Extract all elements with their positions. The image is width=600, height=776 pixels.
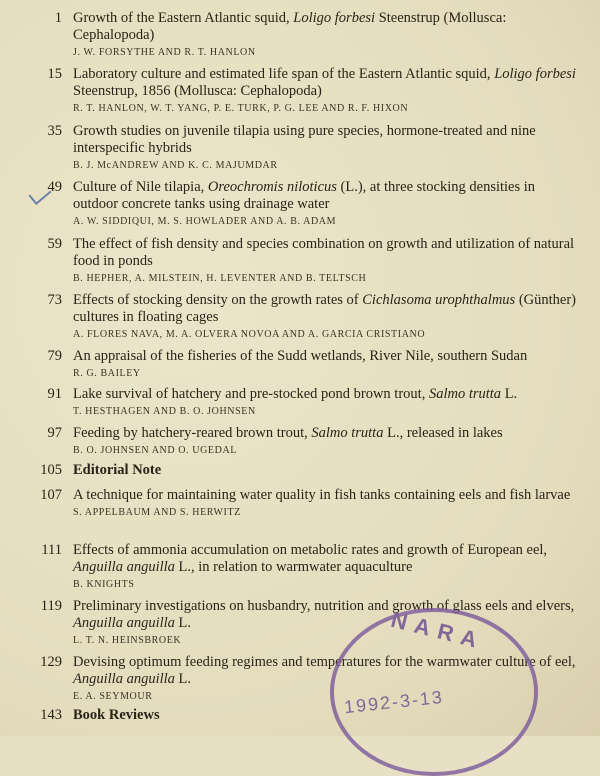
article-authors: B. O. JOHNSEN AND O. UGEDAL — [73, 445, 237, 456]
article-authors: T. HESTHAGEN AND B. O. JOHNSEN — [73, 406, 256, 417]
article-title: Effects of stocking density on the growth rates of Cichlasoma urophthalmus (Günther) cultures in floating cages — [73, 292, 576, 325]
page-number: 79 — [47, 348, 62, 364]
page-number: 111 — [41, 542, 62, 558]
article-authors: B. J. McANDREW AND K. C. MAJUMDAR — [73, 160, 278, 171]
article-title: Growth of the Eastern Atlantic squid, Loligo forbesi Steenstrup (Mollusca: Cephalopoda) — [73, 10, 507, 43]
page-number: 35 — [47, 123, 62, 139]
page-number: 15 — [47, 66, 62, 82]
book-reviews-title: Book Reviews — [73, 707, 160, 723]
article-authors: J. W. FORSYTHE AND R. T. HANLON — [73, 47, 256, 58]
page-number: 73 — [47, 292, 62, 308]
library-stamp — [330, 608, 538, 776]
article-title: Culture of Nile tilapia, Oreochromis niloticus (L.), at three stocking densities in outdoor concrete tanks using drainage water — [73, 179, 536, 212]
article-title: An appraisal of the fisheries of the Sudd wetlands, River Nile, southern Sudan — [73, 348, 528, 364]
article-authors: S. APPELBAUM AND S. HERWITZ — [73, 507, 241, 518]
article-authors: E. A. SEYMOUR — [73, 691, 153, 702]
page-number: 49 — [47, 179, 62, 195]
page-number: 97 — [47, 425, 62, 441]
editorial-note-title: Editorial Note — [73, 462, 162, 478]
article-title: Lake survival of hatchery and pre-stocked pond brown trout, Salmo trutta L. — [73, 386, 518, 402]
page-number: 129 — [40, 654, 62, 670]
page-number: 91 — [47, 386, 62, 402]
page-number: 59 — [47, 236, 62, 252]
article-title: Growth studies on juvenile tilapia using pure species, hormone-treated and nine interspecific hybrids — [73, 123, 536, 156]
stamp-date: 1992-3-13 — [343, 686, 445, 718]
article-title: Laboratory culture and estimated life span of the Eastern Atlantic squid, Loligo forbesi Steenstrup, 1856 (Mollusca: Cephalopoda) — [73, 66, 576, 99]
article-title: Devising optimum feeding regimes and temperatures for the warmwater culture of eel, Anguilla anguilla L. — [73, 654, 576, 687]
article-title: Preliminary investigations on husbandry, nutrition and growth of glass eels and elvers, Anguilla anguilla L. — [73, 598, 575, 631]
page-number: 119 — [40, 598, 62, 614]
article-authors: A. FLORES NAVA, M. A. OLVERA NOVOA AND A. GARCIA CRISTIANO — [73, 329, 426, 340]
article-title: A technique for maintaining water quality in fish tanks containing eels and fish larvae — [73, 487, 571, 503]
article-authors: B. HEPHER, A. MILSTEIN, H. LEVENTER AND B. TELTSCH — [73, 273, 367, 284]
article-authors: A. W. SIDDIQUI, M. S. HOWLADER AND A. B. ADAM — [73, 216, 337, 227]
article-title: Feeding by hatchery-reared brown trout, Salmo trutta L., released in lakes — [73, 425, 503, 441]
article-authors: R. G. BAILEY — [73, 368, 141, 379]
page-number: 1 — [54, 10, 62, 26]
stamp-letters: NARA — [388, 606, 488, 655]
article-authors: R. T. HANLON, W. T. YANG, P. E. TURK, P. G. LEE AND R. F. HIXON — [73, 103, 409, 114]
article-title: The effect of fish density and species combination on growth and utilization of natural food in ponds — [73, 236, 575, 269]
article-authors: L. T. N. HEINSBROEK — [73, 635, 182, 646]
page-number: 105 — [40, 462, 62, 478]
page-number: 143 — [40, 707, 62, 723]
page-number: 107 — [40, 487, 62, 503]
article-authors: B. KNIGHTS — [73, 579, 135, 590]
article-title: Effects of ammonia accumulation on metabolic rates and growth of European eel, Anguilla anguilla L., in relation to warmwater aquaculture — [73, 542, 548, 575]
